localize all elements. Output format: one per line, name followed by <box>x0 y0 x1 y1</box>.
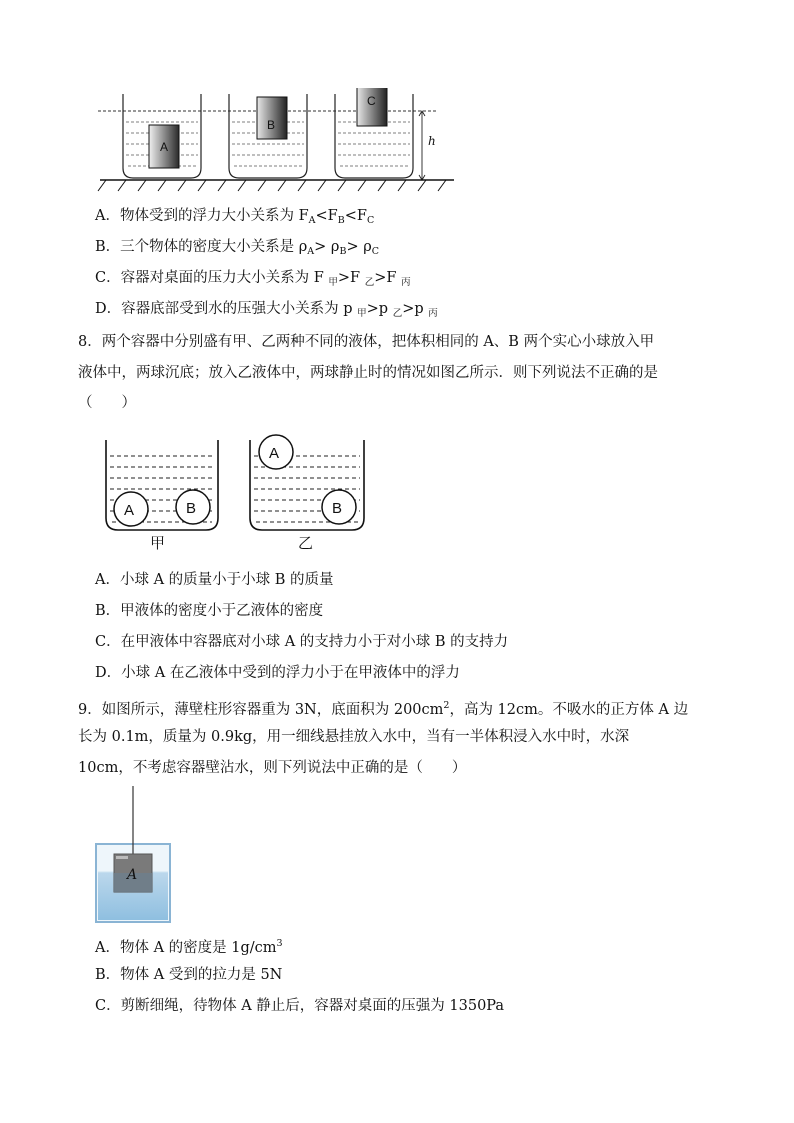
q8-figure <box>98 432 378 552</box>
q9-stem-line2: 长为 0.1m，质量为 0.9kg，用一细线悬挂放入水中，当有一半体积浸入水中时，水深 <box>78 729 630 745</box>
label-c: C <box>367 94 376 108</box>
q9-figure <box>94 786 174 926</box>
label-h: h <box>428 134 436 148</box>
block-a-label: A <box>127 867 138 883</box>
q9-option-c: C．剪断细绳，待物体 A 静止后，容器对桌面的压强为 1350Pa <box>95 998 505 1014</box>
label-yi: 乙 <box>298 534 314 552</box>
q8-option-b: B．甲液体的密度小于乙液体的密度 <box>95 603 324 619</box>
q8-stem-line2: 液体中，两球沉底；放入乙液体中，两球静止时的情况如图乙所示．则下列说法不正确的是 <box>78 365 658 381</box>
q7-option-d: D．容器底部受到水的压强大小关系为 p $_甲$>p $_乙$>p $_丙$ <box>95 301 438 319</box>
q9-option-a: A．物体 A 的密度是 $1g/cm^3$ <box>95 938 283 956</box>
q7-option-b: B．三个物体的密度大小关系是 $\rho_A> \rho_B> \rho_C$ <box>95 239 380 257</box>
ball-a-label-yi: A <box>269 445 280 462</box>
q8-stem-line3: （ ） <box>78 395 136 411</box>
q8-option-d: D．小球 A 在乙液体中受到的浮力小于在甲液体中的浮力 <box>95 665 460 681</box>
ball-b-label-jia: B <box>186 500 197 517</box>
label-a: A <box>160 140 169 154</box>
q8-stem-line1: 8．两个容器中分别盛有甲、乙两种不同的液体，把体积相同的 A、B 两个实心小球放入甲 <box>78 334 655 350</box>
ball-a-label-jia: A <box>124 502 135 519</box>
q7-option-c: C．容器对桌面的压力大小关系为 F $_甲$>F $_乙$>F $_丙$ <box>95 270 411 288</box>
label-jia: 甲 <box>150 534 166 552</box>
q9-option-b: B．物体 A 受到的拉力是 5N <box>95 967 283 983</box>
q8-option-c: C．在甲液体中容器底对小球 A 的支持力小于对小球 B 的支持力 <box>95 634 509 650</box>
ball-b-label-yi: B <box>332 500 343 517</box>
q7-figure <box>96 88 468 198</box>
q8-option-a: A．小球 A 的质量小于小球 B 的质量 <box>95 572 334 588</box>
q9-stem-line1: 9．如图所示，薄壁柱形容器重为 3N，底面积为 $200cm^2$，高为 12cm。不吸水的正方体 A 边 <box>78 700 689 718</box>
q7-option-a: A．物体受到的浮力大小关系为 $F_A<F_B<F_C$ <box>95 208 375 226</box>
q9-stem-line3: 10cm，不考虑容器壁沾水，则下列说法中正确的是（ ） <box>78 760 467 776</box>
label-b: B <box>267 118 276 132</box>
